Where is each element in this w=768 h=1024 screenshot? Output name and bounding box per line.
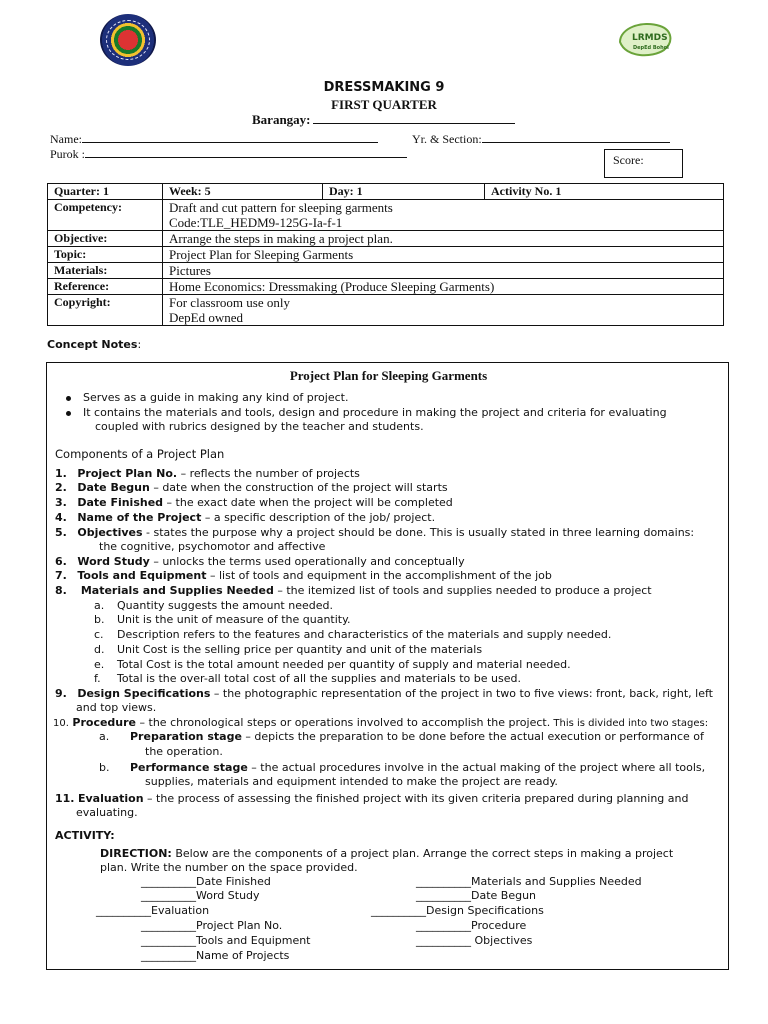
sub-item-f: f. — [94, 672, 101, 685]
week-cell: Week: 5 — [163, 184, 323, 200]
reference-value: Home Economics: Dressmaking (Produce Sleeping Garments) — [163, 279, 724, 295]
direction-text: DIRECTION: Below are the components of a project plan. Arrange the correct steps in making a project — [100, 847, 674, 860]
activity-heading: ACTIVITY: — [55, 829, 115, 842]
document-title: DRESSMAKING 9 — [323, 80, 445, 95]
sub-item-f-text: Total is the over-all total cost of all the supplies and materials to be used. — [117, 672, 521, 685]
lrmds-subtext: DepEd Bohol — [633, 45, 669, 51]
item-date-finished: 3. Date Finished – the exact date when the project will be completed — [55, 496, 453, 509]
yr-section-blank[interactable] — [482, 132, 670, 143]
name-label: Name: — [50, 132, 82, 146]
item-materials-supplies: 8. Materials and Supplies Needed – the itemized list of tools and supplies needed to produce a project — [55, 584, 652, 597]
answer-name-of-projects[interactable]: __________Name of Projects — [141, 949, 290, 962]
answer-design-specifications[interactable]: __________Design Specifications — [371, 904, 544, 917]
materials-label: Materials: — [48, 263, 163, 279]
barangay-label: Barangay: — [252, 112, 311, 127]
item-objectives-cont: the cognitive, psychomotor and affective — [99, 540, 326, 553]
bullet-2: It contains the materials and tools, design and procedure in making the project and criteria for evaluating — [83, 406, 667, 419]
purok-label: Purok : — [50, 147, 86, 161]
item-preparation-cont: the operation. — [145, 745, 223, 758]
sub-item-a-text: Quantity suggests the amount needed. — [117, 599, 333, 612]
concept-notes-box — [46, 362, 729, 970]
materials-value: Pictures — [163, 263, 724, 279]
activity-cell: Activity No. 1 — [485, 184, 724, 200]
item-objectives: 5. Objectives - states the purpose why a project should be done. This is usually stated in three learning domains: — [55, 526, 695, 539]
item-evaluation: 11. Evaluation – the process of assessing the finished project with its given criteria prepared during planning and — [55, 792, 689, 805]
item-tools-equipment: 7. Tools and Equipment – list of tools and equipment in the accomplishment of the job — [55, 569, 552, 582]
item-date-begun: 2. Date Begun – date when the construction of the project will starts — [55, 481, 448, 494]
sub-item-d-text: Unit Cost is the selling price per quantity and unit of the materials — [117, 643, 483, 656]
lesson-info-table — [47, 183, 724, 326]
item-performance-cont: supplies, materials and equipment intended to make the project are ready. — [145, 775, 558, 788]
sub-item-d: d. — [94, 643, 105, 656]
score-box[interactable] — [604, 149, 683, 178]
barangay-blank[interactable] — [313, 112, 515, 124]
answer-objectives[interactable]: __________ Objectives — [416, 934, 533, 947]
topic-label: Topic: — [48, 247, 163, 263]
objective-label: Objective: — [48, 231, 163, 247]
quarter-heading: FIRST QUARTER — [331, 97, 437, 112]
item-project-plan-no: 1. Project Plan No. – reflects the number of projects — [55, 467, 360, 480]
answer-materials-supplies[interactable]: __________Materials and Supplies Needed — [416, 875, 642, 888]
competency-value: Draft and cut pattern for sleeping garments Code:TLE_HEDM9-125G-Ia-f-1 — [163, 200, 724, 231]
item-performance-stage-letter: b. — [99, 761, 110, 774]
sub-item-a: a. — [94, 599, 105, 612]
answer-procedure[interactable]: __________Procedure — [416, 919, 527, 932]
sub-item-c: c. — [94, 628, 104, 641]
direction-cont: plan. Write the number on the space provided. — [100, 861, 358, 874]
box-title: Project Plan for Sleeping Garments — [289, 368, 488, 383]
sub-item-e: e. — [94, 658, 105, 671]
bullet-1: Serves as a guide in making any kind of project. — [83, 391, 349, 404]
item-design-specifications: 9. Design Specifications – the photographic representation of the project in two to five views: front, back, right, left — [55, 687, 713, 700]
item-name-of-project: 4. Name of the Project – a specific description of the job/ project. — [55, 511, 436, 524]
day-cell: Day: 1 — [323, 184, 485, 200]
bullet-dot — [66, 396, 71, 401]
quarter-cell: Quarter: 1 — [48, 184, 163, 200]
sub-item-b: b. — [94, 613, 105, 626]
sub-item-e-text: Total Cost is the total amount needed per quantity of supply and material needed. — [117, 658, 571, 671]
item-procedure: 10. Procedure – the chronological steps or operations involved to accomplish the project. This is divided into two stages: — [53, 716, 709, 729]
bullet-dot — [66, 411, 71, 416]
item-design-cont: and top views. — [76, 701, 157, 714]
bullet-2-cont: coupled with rubrics designed by the teacher and students. — [95, 420, 424, 433]
lrmds-text: LRMDS — [632, 33, 668, 43]
answer-project-plan-no[interactable]: __________Project Plan No. — [141, 919, 283, 932]
answer-word-study[interactable]: __________Word Study — [141, 889, 260, 902]
reference-label: Reference: — [48, 279, 163, 295]
item-word-study: 6. Word Study – unlocks the terms used operationally and conceptually — [55, 555, 465, 568]
item-preparation-stage: Preparation stage – depicts the preparation to be done before the actual execution or performance of — [130, 730, 704, 743]
purok-field[interactable] — [50, 147, 407, 162]
score-label: Score: — [613, 153, 644, 167]
item-performance-stage: Performance stage – the actual procedures involve in the actual making of the project where all tools, — [130, 761, 706, 774]
answer-evaluation[interactable]: __________Evaluation — [96, 904, 210, 917]
objective-value: Arrange the steps in making a project plan. — [163, 231, 724, 247]
competency-label: Competency: — [48, 200, 163, 231]
copyright-value: For classroom use only DepEd owned — [163, 295, 724, 326]
name-field[interactable] — [50, 132, 378, 147]
answer-date-finished[interactable]: __________Date Finished — [141, 875, 271, 888]
item-preparation-stage-letter: a. — [99, 730, 110, 743]
answer-date-begun[interactable]: __________Date Begun — [416, 889, 537, 902]
copyright-label: Copyright: — [48, 295, 163, 326]
lrmds-logo-icon — [612, 18, 674, 60]
components-heading: Components of a Project Plan — [55, 447, 225, 461]
sub-item-c-text: Description refers to the features and characteristics of the materials and supply needed. — [117, 628, 612, 641]
name-blank[interactable] — [82, 132, 378, 143]
concept-notes-label: Concept Notes: — [47, 338, 142, 351]
answer-tools-equipment[interactable]: __________Tools and Equipment — [141, 934, 311, 947]
purok-blank[interactable] — [85, 147, 407, 158]
item-evaluation-cont: evaluating. — [76, 806, 138, 819]
topic-value: Project Plan for Sleeping Garments — [163, 247, 724, 263]
deped-seal-icon — [100, 14, 156, 66]
barangay-field[interactable] — [252, 112, 515, 128]
sub-item-b-text: Unit is the unit of measure of the quantity. — [117, 613, 351, 626]
yr-section-label: Yr. & Section: — [412, 132, 482, 146]
yr-section-field[interactable] — [412, 132, 670, 147]
